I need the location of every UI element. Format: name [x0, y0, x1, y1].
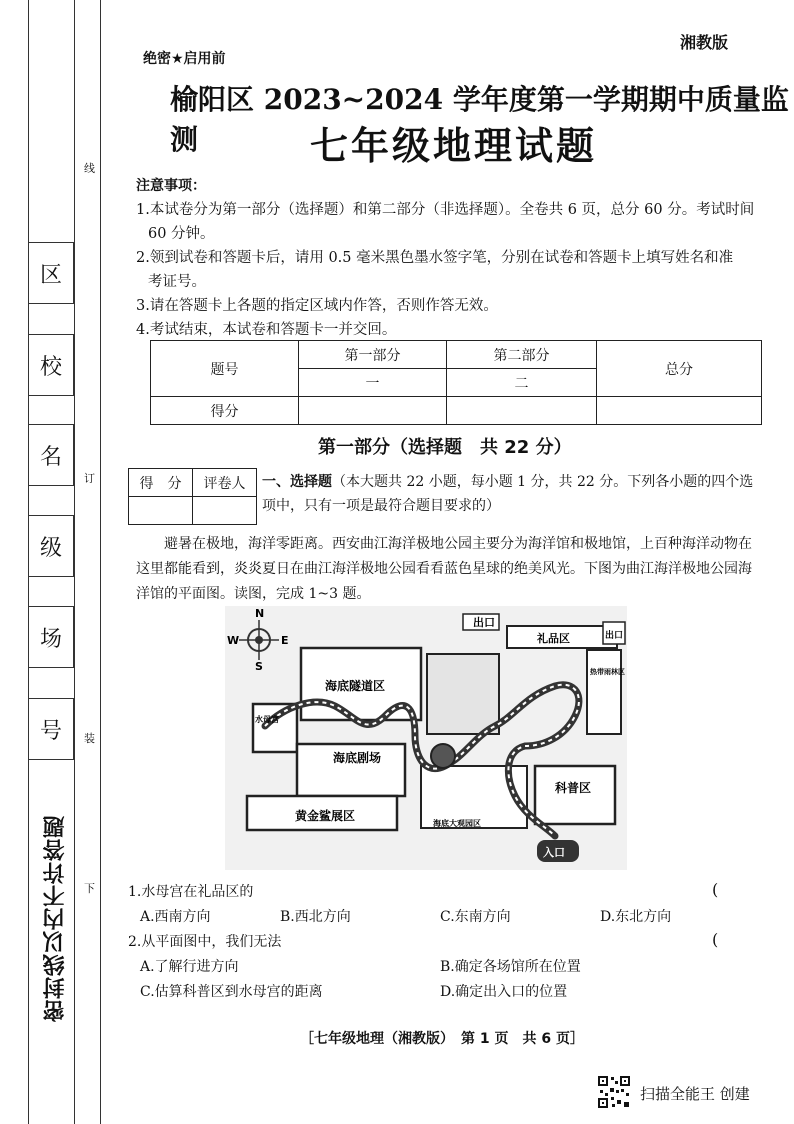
- answer-paren-2[interactable]: (: [712, 930, 719, 949]
- compass-east: E: [281, 634, 289, 647]
- compass-north: N: [255, 607, 265, 620]
- margin-field-number: 号: [28, 698, 74, 760]
- map-label-gift: 礼品区: [537, 632, 570, 645]
- map-label-science: 科普区: [555, 781, 592, 795]
- grader-person-label: 评卷人: [193, 469, 257, 497]
- notes-item: 考证号。: [148, 274, 206, 290]
- question-1-option-d[interactable]: D.东北方向: [600, 909, 672, 925]
- score-table: [150, 340, 762, 425]
- part1-title: 第一部分（选择题 共 22 分）: [318, 437, 572, 458]
- notes-section: [136, 174, 766, 342]
- score-table-part2: 第二部分: [447, 341, 597, 369]
- binding-margin: [0, 0, 130, 1124]
- zone-rainforest: [587, 650, 621, 734]
- margin-mark-order: 订: [84, 472, 95, 485]
- map-label-theater: 海底剧场: [333, 751, 382, 765]
- margin-mark-bind: 装: [84, 732, 95, 745]
- question-1-stem: 1.水母宫在礼品区的: [128, 884, 254, 900]
- grader-score-label: 得 分: [129, 469, 193, 497]
- grader-box: [128, 468, 257, 525]
- compass-south: S: [255, 660, 263, 673]
- margin-mark-below: 下: [84, 882, 95, 895]
- exam-title: 榆阳区 2023~2024 学年度第一学期期中质量监测: [170, 83, 789, 156]
- notes-item: 4.考试结束，本试卷和答题卡一并交回。: [136, 322, 397, 338]
- zone-center: [427, 654, 499, 734]
- map-label-entrance: 入口: [543, 846, 565, 859]
- map-label-exit: 出口: [473, 616, 495, 629]
- reading-passage: 避暑在极地，海洋零距离。西安曲江海洋极地公园主要分为海洋馆和极地馆，上百种海洋动物在这里都能看到，炎炎夏日在曲江海洋极地公园看看蓝色星球的绝美风光。下图为曲江海洋极地公园海洋馆的平面图。读图，完成 1~3 题。: [136, 536, 752, 602]
- score-cell[interactable]: [597, 397, 762, 425]
- question-2-stem: 2.从平面图中，我们无法: [128, 934, 282, 950]
- score-table-score-label: 得分: [151, 397, 299, 425]
- map-label-rainforest: 热带雨林区: [590, 668, 625, 676]
- margin-field-class: 级: [28, 515, 74, 577]
- answer-paren-1[interactable]: (: [712, 880, 719, 899]
- notes-item: 3.请在答题卡上各题的指定区域内作答，否则作答无效。: [136, 298, 498, 314]
- section-one-text: （本大题共 22 小题，每小题 1 分，共 22 分。下列各小题的四个选项中，只有一项是最符合题目要求的）: [262, 474, 754, 514]
- margin-line: [100, 0, 101, 1124]
- map-label-viewing: 海底大观园区: [433, 819, 481, 828]
- score-cell[interactable]: [299, 397, 447, 425]
- grader-score-cell[interactable]: [129, 497, 193, 525]
- score-table-question-label: 题号: [151, 341, 299, 397]
- question-1-option-a[interactable]: A.西南方向: [140, 909, 211, 925]
- question-2-option-a[interactable]: A.了解行进方向: [140, 959, 239, 975]
- question-2-option-d[interactable]: D.确定出入口的位置: [440, 984, 568, 1000]
- margin-mark-line: 线: [84, 162, 95, 175]
- qr-code-icon: [597, 1075, 631, 1109]
- notes-item: 1.本试卷分为第一部分（选择题）和第二部分（非选择题）。全卷共 6 页，总分 60 分。考试时间: [136, 202, 755, 218]
- score-table-part1-num: 一: [299, 369, 447, 397]
- map-label-exit-sign: 出口: [605, 631, 624, 641]
- subject-title: 七年级地理试题: [310, 124, 598, 168]
- notes-item: 2.领到试卷和答题卡后，请用 0.5 毫米黑色墨水签字笔，分别在试卷和答题卡上填写姓名和准: [136, 250, 734, 266]
- score-table-part2-num: 二: [447, 369, 597, 397]
- question-1-option-b[interactable]: B.西北方向: [280, 909, 351, 925]
- score-table-total: 总分: [597, 341, 762, 397]
- question-2-option-b[interactable]: B.确定各场馆所在位置: [440, 959, 581, 975]
- secret-label: 绝密★启用前: [143, 51, 226, 67]
- notes-item: 60 分钟。: [148, 226, 215, 242]
- map-label-jellyfish: 水母宫: [255, 715, 279, 724]
- page-footer: ［七年级地理（湘教版） 第 1 页 共 6 页］: [300, 1031, 584, 1047]
- score-table-part1: 第一部分: [299, 341, 447, 369]
- map-label-shark: 黄金鲨展区: [295, 809, 356, 823]
- section-one-heading: 一、选择题: [262, 474, 332, 490]
- margin-warning: 密封线以内不许答题: [43, 815, 68, 1022]
- margin-field-school: 校: [28, 334, 74, 396]
- compass-west: W: [227, 634, 240, 647]
- aquarium-floor-plan: [225, 606, 627, 870]
- margin-field-name: 名: [28, 424, 74, 486]
- zone-science: [535, 766, 615, 824]
- margin-field-district: 区: [28, 242, 74, 304]
- edition-label: 湘教版: [680, 33, 729, 52]
- margin-field-room: 场: [28, 606, 74, 668]
- map-label-tunnel: 海底隧道区: [325, 679, 386, 693]
- score-cell[interactable]: [447, 397, 597, 425]
- notes-heading: 注意事项：: [136, 178, 206, 194]
- central-tank-icon: [431, 744, 455, 768]
- question-1-option-c[interactable]: C.东南方向: [440, 909, 511, 925]
- scanner-watermark: 扫描全能王 创建: [640, 1085, 750, 1103]
- question-2-option-c[interactable]: C.估算科普区到水母宫的距离: [140, 984, 323, 1000]
- section-one-instructions: [262, 470, 762, 518]
- grader-person-cell[interactable]: [193, 497, 257, 525]
